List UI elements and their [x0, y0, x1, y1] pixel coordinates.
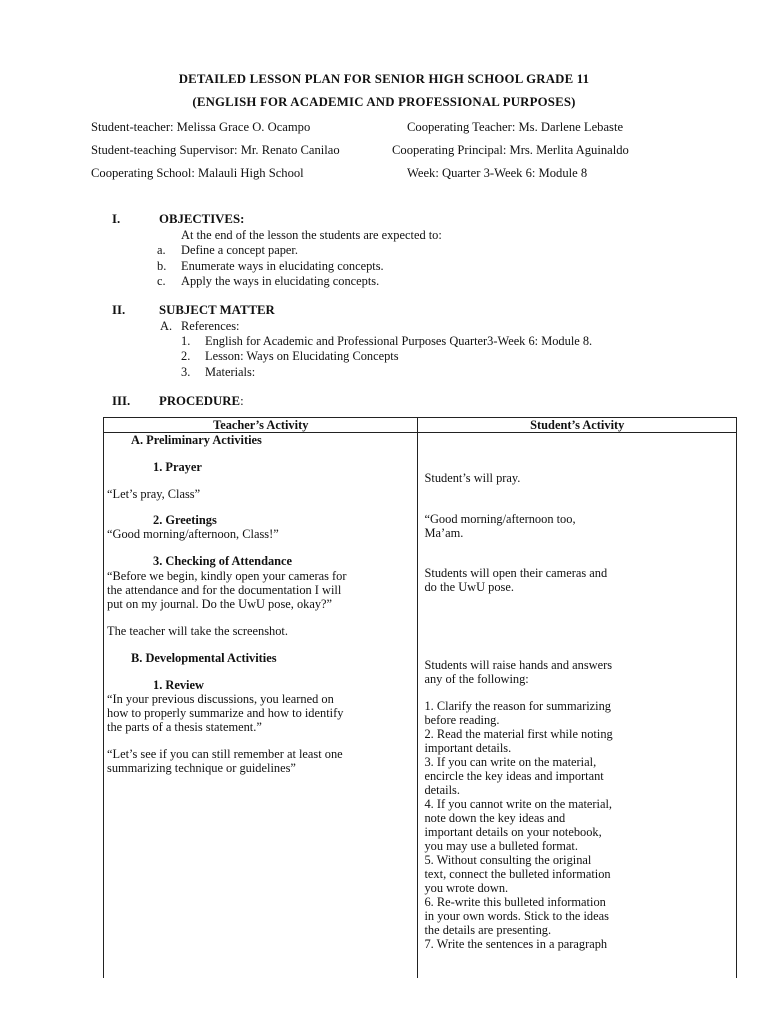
student-line: 7. Write the sentences in a paragraph	[424, 937, 608, 951]
student-line: 5. Without consulting the original	[424, 853, 592, 867]
cooperating-principal: Cooperating Principal: Mrs. Merlita Aguinaldo	[392, 143, 629, 157]
section-title: PROCEDURE	[159, 394, 241, 408]
teacher-line: “Good morning/afternoon, Class!”	[107, 527, 279, 541]
student-line: any of the following:	[424, 672, 529, 686]
teacher-activity-header: Teacher’s Activity	[104, 418, 418, 433]
procedure-table	[103, 417, 737, 978]
preliminary-activities-heading: A. Preliminary Activities	[131, 433, 262, 447]
cooperating-school: Cooperating School: Malauli High School	[91, 166, 304, 180]
teacher-activity-cell	[104, 433, 418, 979]
teacher-line: the parts of a thesis statement.”	[107, 720, 262, 734]
student-line: important details.	[424, 741, 512, 755]
attendance-heading: 3. Checking of Attendance	[153, 554, 293, 568]
student-line: Student’s will pray.	[424, 471, 521, 485]
teacher-line: the attendance and for the documentation I will	[107, 583, 342, 597]
student-line: “Good morning/afternoon too,	[424, 512, 576, 526]
student-line: 1. Clarify the reason for summarizing	[424, 699, 611, 713]
teaching-supervisor: Student-teaching Supervisor: Mr. Renato Canilao	[91, 143, 340, 157]
reference-item: 1. English for Academic and Professional Purposes Quarter3-Week 6: Module 8.	[181, 334, 593, 348]
greetings-heading: 2. Greetings	[153, 513, 217, 527]
week-info: Week: Quarter 3-Week 6: Module 8	[407, 166, 588, 180]
student-line: important details on your notebook,	[424, 825, 602, 839]
student-activity-cell	[418, 433, 737, 979]
reference-item: 2. Lesson: Ways on Elucidating Concepts	[181, 349, 399, 363]
objectives-heading	[112, 212, 244, 227]
section-title: SUBJECT MATTER	[159, 303, 275, 317]
objective-item: a. Define a concept paper.	[157, 243, 298, 257]
teacher-line: The teacher will take the screenshot.	[107, 624, 288, 638]
references-label: A. References:	[160, 319, 240, 333]
student-line: Students will raise hands and answers	[424, 658, 613, 672]
student-line: 4. If you cannot write on the material,	[424, 797, 613, 811]
prayer-heading: 1. Prayer	[153, 460, 202, 474]
teacher-line: “In your previous discussions, you learned on	[107, 692, 334, 706]
teacher-line: how to properly summarize and how to identify	[107, 706, 344, 720]
student-line: 2. Read the material first while noting	[424, 727, 613, 741]
student-line: you may use a bulleted format.	[424, 839, 578, 853]
student-activity-header: Student’s Activity	[418, 418, 737, 433]
section-number: II.	[112, 303, 126, 317]
student-teacher: Student-teacher: Melissa Grace O. Ocampo	[91, 120, 311, 134]
student-line: encircle the key ideas and important	[424, 769, 604, 783]
review-heading: 1. Review	[153, 678, 204, 692]
document-title: DETAILED LESSON PLAN FOR SENIOR HIGH SCHOOL GRADE 11	[178, 72, 590, 86]
section-number: I.	[112, 212, 121, 226]
teacher-line: summarizing technique or guidelines”	[107, 761, 296, 775]
section-number: III.	[112, 394, 131, 408]
student-line: note down the key ideas and	[424, 811, 566, 825]
student-line: details.	[424, 783, 460, 797]
student-line: before reading.	[424, 713, 500, 727]
cooperating-teacher: Cooperating Teacher: Ms. Darlene Lebaste	[407, 120, 624, 134]
student-line: text, connect the bulleted information	[424, 867, 611, 881]
student-line: 6. Re-write this bulleted information	[424, 895, 606, 909]
objective-item: b. Enumerate ways in elucidating concepts.	[157, 259, 384, 273]
subject-matter-heading	[112, 303, 275, 318]
objective-item: c. Apply the ways in elucidating concepts.	[157, 274, 380, 288]
student-line: do the UwU pose.	[424, 580, 514, 594]
section-title: OBJECTIVES:	[159, 212, 245, 226]
teacher-line: “Before we begin, kindly open your cameras for	[107, 569, 347, 583]
reference-item: 3. Materials:	[181, 365, 256, 379]
student-line: in your own words. Stick to the ideas	[424, 909, 609, 923]
document-subtitle: (ENGLISH FOR ACADEMIC AND PROFESSIONAL PURPOSES)	[192, 95, 576, 109]
teacher-line: “Let’s pray, Class”	[107, 487, 201, 501]
student-line: Ma’am.	[424, 526, 464, 540]
student-line: the details are presenting.	[424, 923, 552, 937]
objectives-intro: At the end of the lesson the students are expected to:	[181, 228, 442, 242]
student-line: you wrote down.	[424, 881, 509, 895]
student-line: 3. If you can write on the material,	[424, 755, 597, 769]
teacher-line: “Let’s see if you can still remember at least one	[107, 747, 343, 761]
teacher-line: put on my journal. Do the UwU pose, okay?”	[107, 597, 333, 611]
developmental-activities-heading: B. Developmental Activities	[131, 651, 277, 665]
procedure-heading: III. PROCEDURE:	[112, 394, 244, 408]
student-line: Students will open their cameras and	[424, 566, 608, 580]
